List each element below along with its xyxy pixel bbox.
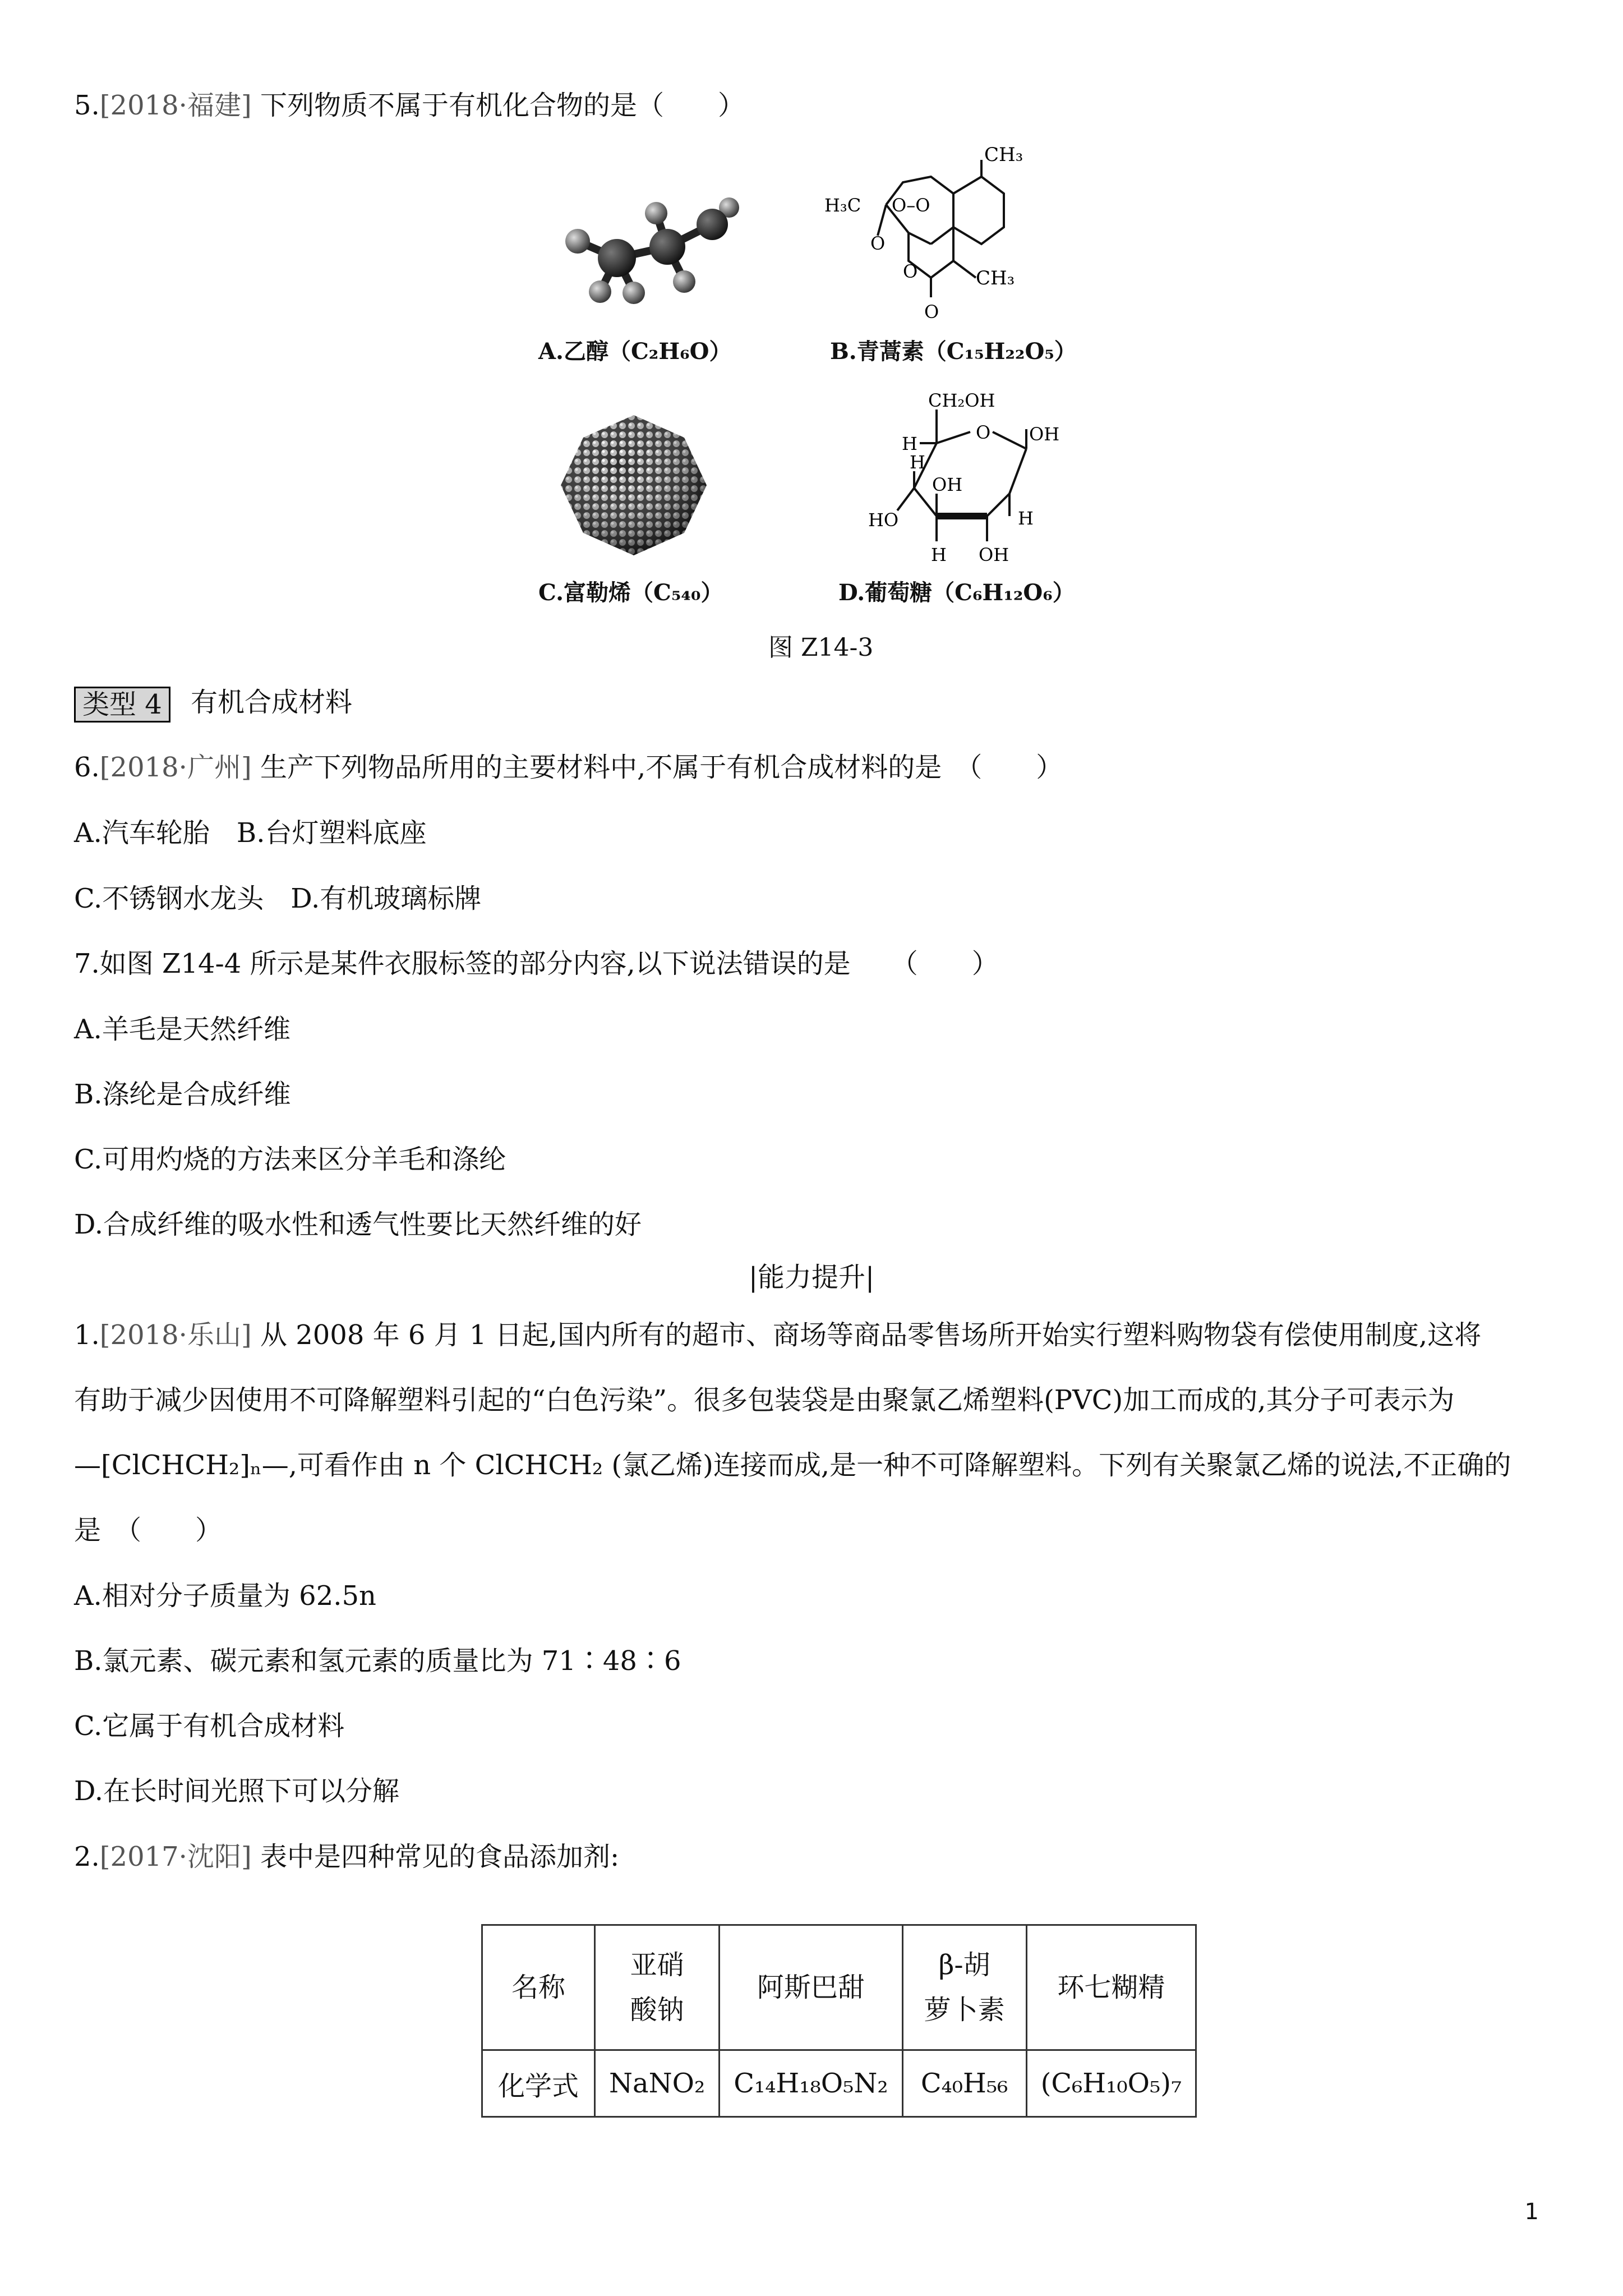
q7-option-b: B.涤纶是合成纤维 <box>74 1079 291 1110</box>
artemisinin-h3c: H₃C <box>824 195 861 216</box>
artemisinin-o-bottom: O <box>924 301 939 323</box>
glucose-ring-o: O <box>976 422 991 443</box>
table-cell: C₁₄H₁₈O₅N₂ <box>720 2050 902 2117</box>
table-cell: NaNO₂ <box>595 2050 720 2117</box>
table-cell: 名称 <box>482 1925 595 2050</box>
p1-source-tag: [2018·乐山] <box>99 1319 252 1351</box>
artemisinin-structure <box>824 143 1060 334</box>
p1-line-4: 是 （ ） <box>74 1515 223 1546</box>
table-cell: 阿斯巴甜 <box>720 1925 902 2050</box>
table-cell: C₄₀H₅₆ <box>902 2050 1026 2117</box>
option-a-caption: A.乙醇（C₂H₆O） <box>538 338 732 365</box>
p1-option-d: D.在长时间光照下可以分解 <box>74 1775 400 1807</box>
q6-options-line-2: C.不锈钢水龙头 D.有机玻璃标牌 <box>74 883 482 914</box>
fullerene-image <box>555 412 712 558</box>
food-additive-table <box>481 1924 1197 2118</box>
type-label-box: 类型 4 <box>74 687 170 723</box>
q7-option-d: D.合成纤维的吸水性和透气性要比天然纤维的好 <box>74 1209 642 1240</box>
artemisinin-o-lower: O <box>903 261 918 282</box>
page-number: 1 <box>1524 2199 1539 2225</box>
q5-stem <box>74 89 745 122</box>
p1-option-c: C.它属于有机合成材料 <box>74 1710 345 1742</box>
p1-option-b: B.氯元素、碳元素和氢元素的质量比为 71∶48∶6 <box>74 1645 681 1677</box>
p1-option-a: A.相对分子质量为 62.5n <box>74 1580 376 1612</box>
q6-stem <box>74 751 1063 784</box>
q5-text: 下列物质不属于有机化合物的是（ ） <box>260 90 745 121</box>
glucose-ho: HO <box>868 509 899 531</box>
glucose-oh-2: OH <box>932 474 963 495</box>
glucose-oh-3: OH <box>979 544 1009 565</box>
option-b-caption: B.青蒿素（C₁₅H₂₂O₅） <box>830 338 1077 365</box>
q7-option-a: A.羊毛是天然纤维 <box>74 1014 291 1045</box>
p1-line-1 <box>74 1318 1481 1352</box>
table-header-row <box>482 1925 1196 2050</box>
glucose-structure <box>858 387 1094 578</box>
p2-stem <box>74 1840 619 1874</box>
artemisinin-peroxide: O–O <box>892 195 930 216</box>
glucose-h-3: H <box>1018 508 1034 529</box>
p2-source-tag: [2017·沈阳] <box>99 1841 252 1872</box>
q6-text: 生产下列物品所用的主要材料中,不属于有机合成材料的是 （ ） <box>260 752 1063 783</box>
table-cell: 亚硝 酸钠 <box>595 1925 720 2050</box>
artemisinin-ch3-right: CH₃ <box>976 267 1015 289</box>
p2-number: 2. <box>74 1841 100 1872</box>
p1-number: 1. <box>74 1319 100 1351</box>
q7-option-c: C.可用灼烧的方法来区分羊毛和涤纶 <box>74 1144 506 1175</box>
ethanol-model-image <box>555 196 746 309</box>
table-cell: β-胡 萝卜素 <box>902 1925 1026 2050</box>
glucose-h-4: H <box>931 544 947 565</box>
q6-options-line-1: A.汽车轮胎 B.台灯塑料底座 <box>74 817 427 849</box>
q5-number: 5. <box>74 90 100 121</box>
table-cell: 环七糊精 <box>1026 1925 1196 2050</box>
figure-caption: 图 Z14-3 <box>768 633 874 662</box>
option-c-caption: C.富勒烯（C₅₄₀） <box>538 579 723 606</box>
q6-number: 6. <box>74 752 100 783</box>
glucose-oh-1: OH <box>1029 424 1060 445</box>
table-row <box>482 2050 1196 2117</box>
p1-line-3: —[ClCHCH₂]ₙ—,可看作由 n 个 ClCHCH₂ (氯乙烯)连接而成,是一种不可降解塑料。下列有关聚氯乙烯的说法,不正确的 <box>74 1450 1511 1481</box>
table-cell: 化学式 <box>482 2050 595 2117</box>
glucose-h-1: H <box>902 433 917 454</box>
q7-stem: 7.如图 Z14-4 所示是某件衣服标签的部分内容,以下说法错误的是 （ ） <box>74 948 999 979</box>
p1-line-2: 有助于减少因使用不可降解塑料引起的“白色污染”。很多包装袋是由聚氯乙烯塑料(PVC)加工而成的,其分子可表示为 <box>74 1384 1455 1416</box>
table-cell: (C₆H₁₀O₅)₇ <box>1026 2050 1196 2117</box>
type-title: 有机合成材料 <box>191 687 353 718</box>
p2-text: 表中是四种常见的食品添加剂: <box>260 1841 620 1872</box>
artemisinin-o-left: O <box>870 233 886 254</box>
option-d-caption: D.葡萄糖（C₆H₁₂O₆） <box>838 579 1075 606</box>
q6-source-tag: [2018·广州] <box>99 752 252 783</box>
glucose-ch2oh: CH₂OH <box>928 390 995 411</box>
section-title: |能力提升| <box>748 1262 875 1293</box>
q5-source-tag: [2018·福建] <box>99 90 252 121</box>
artemisinin-ch3-top: CH₃ <box>984 144 1023 166</box>
p1-text-1: 从 2008 年 6 月 1 日起,国内所有的超市、商场等商品零售场所开始实行塑料购物袋有偿使用制度,这将 <box>260 1319 1482 1351</box>
glucose-h-2: H <box>910 452 925 473</box>
